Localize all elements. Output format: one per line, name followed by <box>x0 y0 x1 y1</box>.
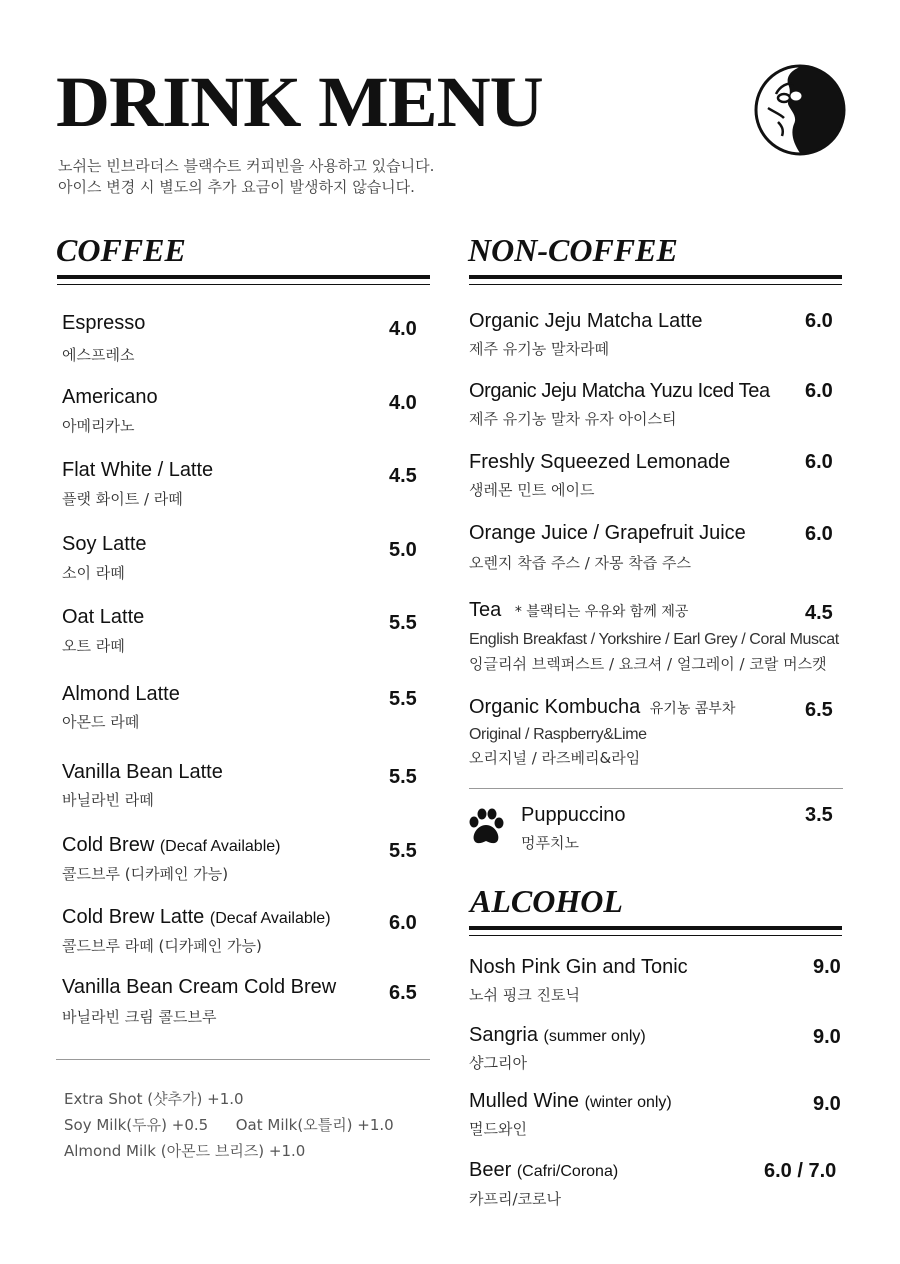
item-note: (Decaf Available) <box>159 838 281 855</box>
item-price: 4.0 <box>389 392 417 414</box>
item-note: (summer only) <box>543 1028 646 1045</box>
item-korean-name: 카프리/코로나 <box>469 1190 561 1208</box>
item-note: (Decaf Available) <box>209 910 331 927</box>
item-korean-name: 생레몬 민트 에이드 <box>469 481 595 499</box>
item-price: 5.5 <box>389 612 417 634</box>
non-coffee-section-title: NON-COFFEE <box>468 232 678 268</box>
item-price: 6.0 <box>805 523 833 545</box>
milk-options <box>64 1112 394 1138</box>
item-name: Espresso <box>62 312 146 334</box>
item-korean-name: 바닐라빈 크림 콜드브루 <box>62 1008 217 1026</box>
item-note: (Cafri/Corona) <box>516 1163 619 1180</box>
item-name: Oat Latte <box>62 606 145 628</box>
extras-list <box>64 1086 394 1164</box>
puppuccino-divider <box>469 788 843 789</box>
item-price: 6.5 <box>805 699 833 721</box>
item-name: Nosh Pink Gin and Tonic <box>469 956 688 978</box>
almond-milk-option: Almond Milk (아몬드 브리즈) +1.0 <box>64 1142 306 1160</box>
item-name <box>469 1024 646 1047</box>
item-name <box>469 1090 672 1113</box>
intro-text <box>58 156 434 198</box>
extra-shot: Extra Shot (샷추가) +1.0 <box>64 1090 244 1108</box>
item-price: 9.0 <box>813 956 841 978</box>
item-name: Flat White / Latte <box>62 459 214 481</box>
page-title: DRINK MENU <box>56 62 543 142</box>
item-price: 5.5 <box>389 840 417 862</box>
item-korean-name: 콜드브루 라떼 (디카페인 가능) <box>62 937 262 955</box>
alcohol-divider-thin <box>469 935 842 936</box>
item-name-text: Mulled Wine <box>469 1090 580 1112</box>
item-name: Vanilla Bean Latte <box>62 761 223 783</box>
coffee-divider-thin <box>57 284 430 285</box>
intro-line-2: 아이스 변경 시 별도의 추가 요금이 발생하지 않습니다. <box>58 178 415 196</box>
item-price: 6.0 <box>805 380 833 402</box>
item-name: Americano <box>62 386 158 408</box>
item-name <box>62 906 331 929</box>
item-name-text: Beer <box>469 1159 512 1181</box>
item-korean-name: 멍푸치노 <box>521 834 579 852</box>
item-name: Organic Jeju Matcha Yuzu Iced Tea <box>469 380 770 402</box>
item-note: * 블랙티는 우유와 함께 제공 <box>514 604 689 620</box>
soy-milk-option: Soy Milk(두유) +0.5 <box>64 1116 209 1134</box>
item-name: Orange Juice / Grapefruit Juice <box>469 522 746 544</box>
item-name: Freshly Squeezed Lemonade <box>469 451 731 473</box>
item-name-text: Cold Brew <box>62 834 155 856</box>
item-note: 유기농 콤부차 <box>649 701 736 717</box>
non-coffee-divider-thin <box>469 284 842 285</box>
item-price: 4.5 <box>389 465 417 487</box>
item-korean-name: 플랫 화이트 / 라떼 <box>62 490 183 508</box>
item-name <box>469 696 735 719</box>
item-name <box>469 1159 618 1182</box>
item-price: 3.5 <box>805 804 833 826</box>
item-korean-name: 멀드와인 <box>469 1120 527 1138</box>
item-varieties: English Breakfast / Yorkshire / Earl Grey / Coral Muscat <box>469 631 839 648</box>
item-korean-name: 아메리카노 <box>62 417 135 435</box>
item-korean-name: 소이 라떼 <box>62 564 125 582</box>
coffee-section-title: COFFEE <box>56 232 186 268</box>
item-price: 5.5 <box>389 766 417 788</box>
item-name-text: Sangria <box>469 1024 538 1046</box>
item-price: 6.0 <box>805 310 833 332</box>
extras-divider <box>56 1059 430 1060</box>
alcohol-section-title: ALCOHOL <box>470 883 623 919</box>
coffee-divider-thick <box>57 275 430 279</box>
item-name-text: Tea <box>469 599 502 621</box>
item-price: 5.0 <box>389 539 417 561</box>
item-name: Soy Latte <box>62 533 147 555</box>
item-price: 6.0 <box>389 912 417 934</box>
item-price: 9.0 <box>813 1026 841 1048</box>
item-korean-name: 콜드브루 (디카페인 가능) <box>62 865 229 883</box>
item-price: 6.5 <box>389 982 417 1004</box>
item-korean-name: 잉글리쉬 브렉퍼스트 / 요크셔 / 얼그레이 / 코랄 머스캣 <box>469 655 827 673</box>
paw-icon <box>468 808 504 846</box>
item-price: 4.5 <box>805 602 833 624</box>
item-name-text: Organic Kombucha <box>469 696 641 718</box>
non-coffee-divider-thick <box>469 275 842 279</box>
item-varieties: Original / Raspberry&Lime <box>469 726 647 743</box>
item-korean-name: 오리지널 / 라즈베리&라임 <box>469 749 641 767</box>
item-korean-name: 바닐라빈 라떼 <box>62 791 154 809</box>
logo-icon <box>754 64 846 156</box>
item-price: 6.0 / 7.0 <box>764 1160 837 1182</box>
item-korean-name: 에스프레소 <box>62 346 135 364</box>
item-price: 9.0 <box>813 1093 841 1115</box>
alcohol-divider-thick <box>469 926 842 930</box>
oat-milk-option: Oat Milk(오틀리) +1.0 <box>235 1116 394 1134</box>
item-name: Organic Jeju Matcha Latte <box>469 310 703 332</box>
item-korean-name: 아몬드 라떼 <box>62 713 140 731</box>
intro-line-1: 노쉬는 빈브라더스 블랙수트 커피빈을 사용하고 있습니다. <box>58 157 435 175</box>
item-name <box>62 834 280 857</box>
item-price: 5.5 <box>389 688 417 710</box>
item-note: (winter only) <box>584 1094 672 1111</box>
item-name: Puppuccino <box>521 804 626 826</box>
item-korean-name: 오트 라떼 <box>62 637 125 655</box>
item-korean-name: 노쉬 핑크 진토닉 <box>469 986 580 1004</box>
item-name: Vanilla Bean Cream Cold Brew <box>62 976 337 998</box>
item-korean-name: 샹그리아 <box>469 1054 527 1072</box>
item-korean-name: 오렌지 착즙 주스 / 자몽 착즙 주스 <box>469 554 692 572</box>
item-name <box>469 599 688 622</box>
item-korean-name: 제주 유기농 말차라떼 <box>469 340 609 358</box>
item-name: Almond Latte <box>62 683 180 705</box>
item-price: 6.0 <box>805 451 833 473</box>
item-name-text: Cold Brew Latte <box>62 906 205 928</box>
item-price: 4.0 <box>389 318 417 340</box>
item-korean-name: 제주 유기농 말차 유자 아이스티 <box>469 410 677 428</box>
